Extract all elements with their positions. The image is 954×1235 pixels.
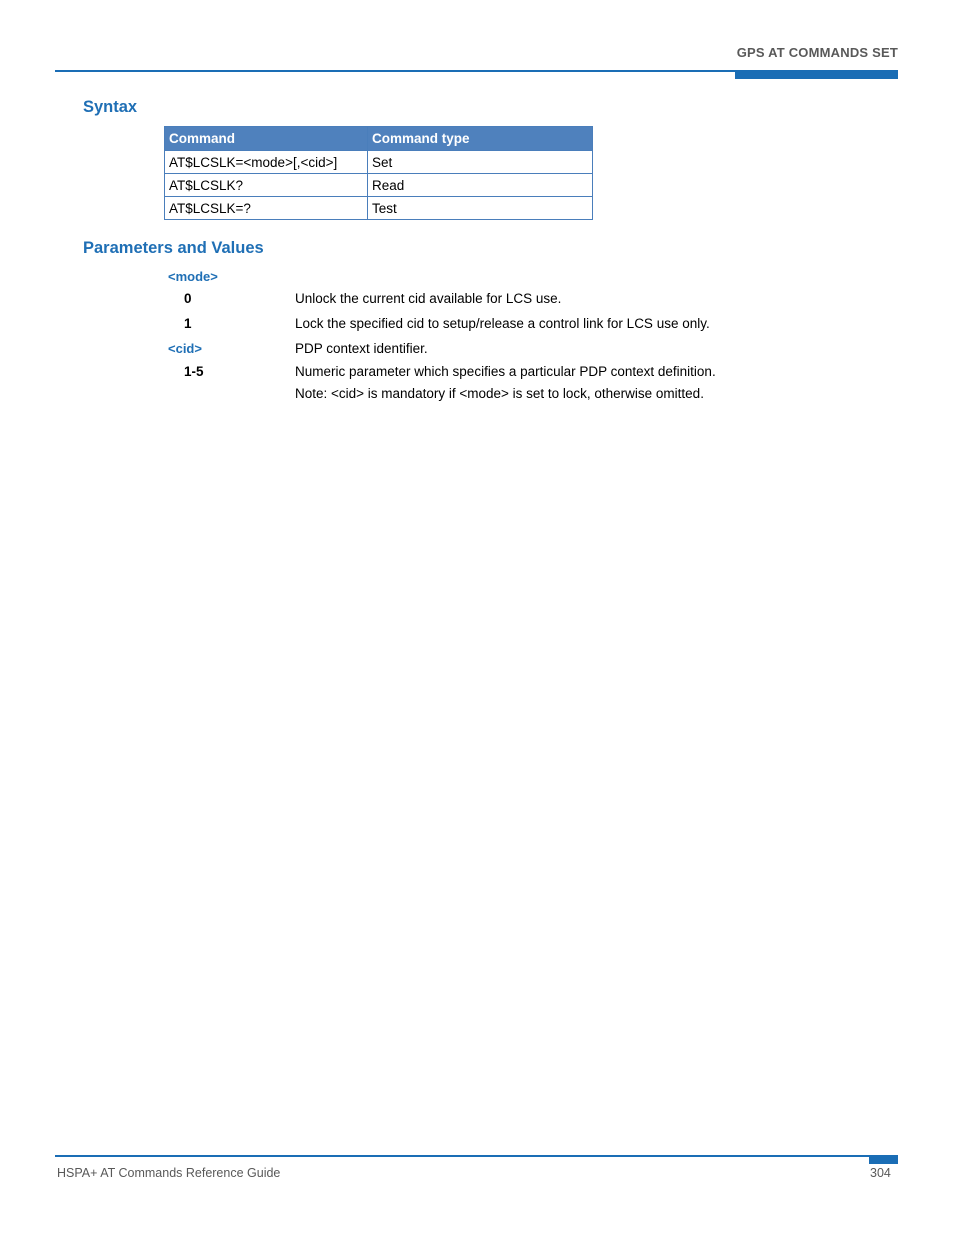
- param-value-description: Lock the specified cid to setup/release a control link for LCS use only.: [295, 316, 710, 331]
- parameters-heading: Parameters and Values: [83, 239, 264, 257]
- page-number: 304: [870, 1166, 891, 1180]
- command-type-cell: Read: [368, 174, 593, 197]
- section-title: GPS AT COMMANDS SET: [736, 45, 898, 60]
- column-header-command-type: Command type: [368, 127, 593, 151]
- param-value-description: Numeric parameter which specifies a particular PDP context definition.: [295, 364, 716, 379]
- command-cell: AT$LCSLK?: [165, 174, 368, 197]
- table-row: [165, 174, 593, 197]
- guide-title: HSPA+ AT Commands Reference Guide: [57, 1166, 281, 1180]
- param-value: 1-5: [184, 364, 204, 379]
- table-header-row: [165, 127, 593, 151]
- table-row: [165, 197, 593, 220]
- command-cell: AT$LCSLK=?: [165, 197, 368, 220]
- footer-rule: [55, 1155, 898, 1157]
- command-type-cell: Set: [368, 151, 593, 174]
- header-accent-bar: [735, 70, 898, 79]
- syntax-heading: Syntax: [83, 98, 138, 116]
- syntax-table: [164, 126, 593, 220]
- param-cid-description: PDP context identifier.: [295, 341, 428, 356]
- param-cid-name: <cid>: [168, 341, 202, 356]
- table-row: [165, 151, 593, 174]
- footer-accent-bar: [869, 1155, 898, 1164]
- param-value-description: Unlock the current cid available for LCS use.: [295, 291, 562, 306]
- column-header-command: Command: [165, 127, 368, 151]
- command-type-cell: Test: [368, 197, 593, 220]
- param-value: 1: [184, 316, 192, 331]
- command-cell: AT$LCSLK=<mode>[,<cid>]: [165, 151, 368, 174]
- param-note: Note: <cid> is mandatory if <mode> is set to lock, otherwise omitted.: [295, 386, 704, 401]
- param-mode-name: <mode>: [168, 269, 218, 284]
- param-value: 0: [184, 291, 192, 306]
